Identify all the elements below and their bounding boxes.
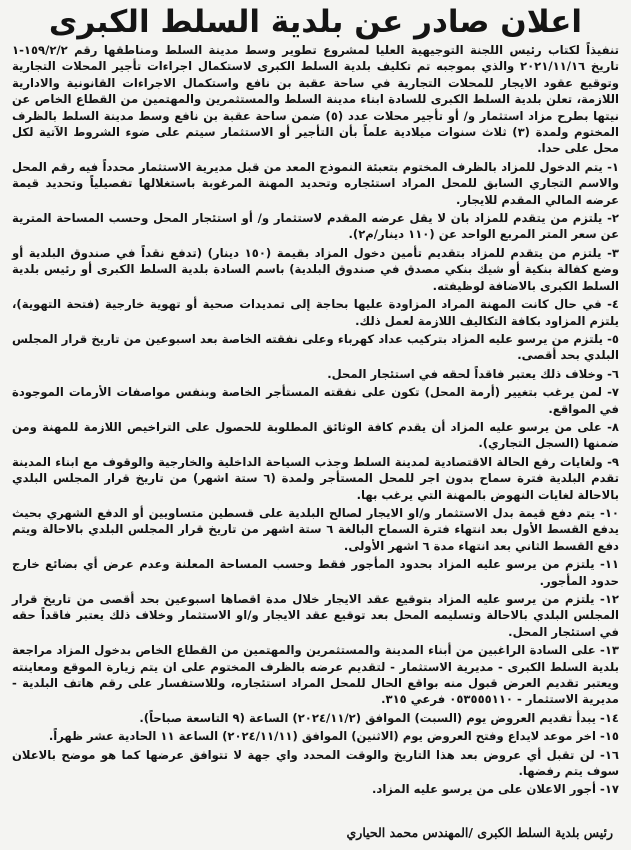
clause-10: ١٠- يتم دفع قيمة بدل الاستثمار و/او الايجار لصالح البلدية على قسطين متساويين أو الدفع الشهري بحيث يدفع القسط الأول بعد انتهاء فترة السماح البالغة ٦ ستة اشهر من تاريخ قرار المجلس البلدي بالاحالة ويتم دفع القسط الثاني بعد انتهاء مدة ٦ اشهر الأولى.	[12, 505, 619, 553]
clause-16: ١٦- لن تقبل أي عروض بعد هذا التاريخ والوقت المحدد واي جهة لا تتوافق عرضها كما هو موضح بالاعلان سوف يتم رفضها.	[12, 747, 619, 779]
clause-17: ١٧- أجور الاعلان على من يرسو عليه المزاد.	[371, 782, 619, 797]
clause-14: ١٤- يبدأ تقديم العروض يوم (السبت) الموافق (٢٠٢٤/١١/٢) الساعة (٩ التاسعة صباحاً).	[139, 710, 619, 725]
clause-12: ١٢- يلتزم من يرسو عليه المزاد بتوقيع عقد الايجار خلال مدة اقصاها اسبوعين بحد أقصى من تاريخ قرار المجلس البلدي بالاحالة وتسليمه المحل بعد توقيع عقد الايجار و/او الاستثمار وخلاف ذلك يعتبر فاقداً حقه في استئجار المحل.	[12, 592, 619, 639]
clause-5: ٥- يلتزم من يرسو عليه المزاد بتركيب عداد كهرباء وعلى نفقته الخاصة بعد اسبوعين من تاريخ قرار المجلس البلدي بحد أقصى.	[12, 331, 619, 363]
clause-4: ٤- في حال كانت المهنة المراد المزاودة عليها بحاجة إلى تمديدات صحية أو تهوية خارجية (فتحة التهوية)، يلتزم المزاود بكافة التكاليف اللازمة لعمل ذلك.	[12, 297, 619, 328]
signature-line: رئيس بلدية السلط الكبرى /المهندس محمد الحياري	[346, 825, 613, 840]
clause-15: ١٥- اخر موعد لايداع وفتح العروض يوم (الاثنين) الموافق (٢٠٢٤/١١/١١) الساعة ١١ الحادية عشر ظهراً.	[48, 729, 619, 744]
clause-1: ١- يتم الدخول للمزاد بالظرف المختوم بتعبئة النموذج المعد من قبل مديرية الاستثمار محدداً فيه رقم المحل والاسم التجاري السابق للمحل المراد استئجاره وتحديد المهنة المرغوبة باستغلالها تفصيلياً وتحديد قيمة عرضه المالي المقدم للايجار.	[12, 159, 619, 207]
clause-2: ٢- يلتزم من يتقدم للمزاد بان لا يقل عرضه المقدم لاستثمار و/ أو استئجار المحل وحسب المساحة المترية عن سعر المتر المربع الواحد عن (١١٠ دينار/م٢).	[12, 211, 619, 242]
clause-7: ٧- لمن يرغب بتغيير (أرمة المحل) تكون على نفقته المستأجر الخاصة وبنفس مواصفات الأرمات الموجودة في المواقع.	[12, 385, 619, 416]
clause-3: ٣- يلتزم من يتقدم للمزاد بتقديم تأمين دخول المزاد بقيمة (١٥٠ دينار) (تدفع نقداً في صندوق البلدية أو وضع كفالة بنكية أو شيك بنكي مصدق في صندوق البلدية) باسم السادة بلدية السلط الكبرى أو رئيس بلدية السلط الكبرى بالاضافة لوظيفته.	[12, 245, 619, 293]
clause-13: ١٣- على السادة الراغبين من أبناء المدينة والمستثمرين والمهتمين من القطاع الخاص بدخول المزاد مراجعة بلدية السلط الكبرى - مديرية الاستثمار - لتقديم عرضه بالظرف المختوم على ان يتم زيارة الموقع ومعاينته ويعتبر تقديم العرض قبول منه بواقع الحال للمحل المراد استئجاره، وللاستفسار على رقم هاتف البلدية - مديرية الاستثمار - ٠٥٣٥٥٥١١٠ فرعي ٣١٥.	[12, 643, 619, 707]
intro-paragraph: تنفيذاً لكتاب رئيس اللجنة التوجيهية العليا لمشروع تطوير وسط مدينة السلط ومناطقها رقم ١٥٩/٢/٢-١ تاريخ ٢٠٢١/١١/١٦ والذي بموجبه تم تكليف بلدية السلط الكبرى لاستكمال اجراءات تأجير المحلات التجارية وتوقيع عقود الايجار للمحلات التجارية في ساحة عقبة بن نافع واستكمال الاجراءات القانونية والادارية اللازمة، تعلن بلدية السلط الكبرى للسادة ابناء مدينة السلط والمستثمرين والمهتمين من القطاع الخاص عن نيتها بطرح مزاد استثمار و/ أو تأجير محلات عدد (٥) ضمن ساحة عقبة بن نافع وسط مدينة السلط بالظرف المختوم ولمدة (٣) ثلاث سنوات ميلادية علماً بأن التأجير أو الاستثمار سيتم على ضوء الشروط الآتية لكل محل على حدا.	[12, 43, 619, 156]
page-title: اعلان صادر عن بلدية السلط الكبرى	[48, 4, 583, 40]
clause-6: ٦- وخلاف ذلك يعتبر فاقداً لحقه في استئجار المحل.	[327, 366, 619, 381]
announcement-body	[12, 42, 619, 798]
clause-8: ٨- على من يرسو عليه المزاد أن يقدم كافة الوثائق المطلوبة للحصول على التراخيص اللازمة للمهنة ومن ضمنها (السجل التجاري).	[12, 419, 619, 451]
clause-9: ٩- ولغايات رفع الحالة الاقتصادية لمدينة السلط وجذب السياحة الداخلية والخارجية والوقوف مع ابناء المدينة تقدم البلدية فترة سماح بدون اجر للمحل المستأجر ولمدة (٦ ستة اشهر) من تاريخ قرار المجلس البلدي بالاحالة لغايات النهوض بالمهنة التي يرغب بها.	[12, 454, 619, 502]
clause-11: ١١- يلتزم من يرسو عليه المزاد بحدود المأجور فقط وحسب المساحة المعلنة وعدم عرض أي بضائع خارج حدود المأجور.	[12, 557, 619, 588]
